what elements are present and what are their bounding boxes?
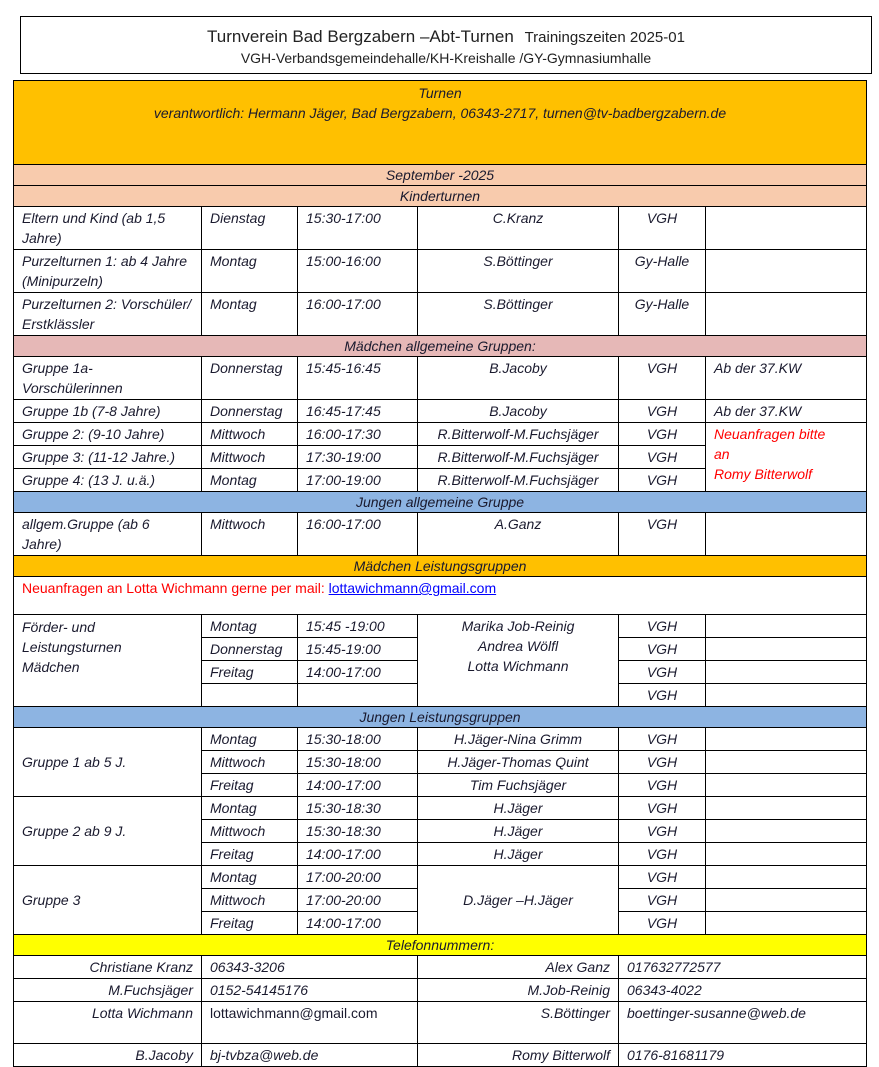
note-cell bbox=[706, 866, 867, 889]
hall-cell: VGH bbox=[619, 728, 706, 751]
maedchen-leistung-band: Mädchen Leistungsgruppen bbox=[14, 556, 867, 577]
inquiry-notice bbox=[14, 577, 867, 615]
time-cell: 17:00-19:00 bbox=[298, 469, 418, 492]
day-cell: Freitag bbox=[202, 912, 298, 935]
trainer-cell: A.Ganz bbox=[418, 513, 619, 556]
note-cell bbox=[706, 207, 867, 250]
group-cell: allgem.Gruppe (ab 6 Jahre) bbox=[14, 513, 202, 556]
table-row bbox=[14, 866, 867, 889]
hall-cell: VGH bbox=[619, 469, 706, 492]
inquiry-note-line: an bbox=[714, 446, 730, 462]
time-cell: 16:00-17:00 bbox=[298, 513, 418, 556]
note-cell bbox=[706, 889, 867, 912]
hall-cell: VGH bbox=[619, 423, 706, 446]
group-cell: Gruppe 3: (11-12 Jahre.) bbox=[14, 446, 202, 469]
maedchen-allgemein-band: Mädchen allgemeine Gruppen: bbox=[14, 336, 867, 357]
trainer-cell: C.Kranz bbox=[418, 207, 619, 250]
group-line: Mädchen bbox=[22, 659, 80, 675]
note-cell bbox=[706, 820, 867, 843]
group-cell: Gruppe 1b (7-8 Jahre) bbox=[14, 400, 202, 423]
document-title bbox=[21, 27, 871, 47]
trainer-cell: B.Jacoby bbox=[418, 357, 619, 400]
time-cell: 15:45-19:00 bbox=[298, 638, 418, 661]
schedule-subtitle: Trainingszeiten 2025-01 bbox=[524, 29, 685, 46]
hall-cell: VGH bbox=[619, 400, 706, 423]
time-cell: 14:00-17:00 bbox=[298, 774, 418, 797]
note-cell bbox=[706, 728, 867, 751]
table-row bbox=[14, 423, 867, 446]
day-cell: Mittwoch bbox=[202, 446, 298, 469]
hall-cell: VGH bbox=[619, 207, 706, 250]
hall-cell: VGH bbox=[619, 912, 706, 935]
table-row bbox=[14, 797, 867, 820]
group-cell: Gruppe 1a-Vorschülerinnen bbox=[14, 357, 202, 400]
contact-row bbox=[14, 956, 867, 979]
inquiry-note-line: Romy Bitterwolf bbox=[714, 466, 813, 482]
note-cell bbox=[706, 912, 867, 935]
hall-cell: VGH bbox=[619, 661, 706, 684]
note-cell bbox=[706, 250, 867, 293]
hall-cell: Gy-Halle bbox=[619, 250, 706, 293]
day-cell: Montag bbox=[202, 250, 298, 293]
note-cell: Ab der 37.KW bbox=[706, 357, 867, 400]
day-cell: Freitag bbox=[202, 774, 298, 797]
trainer-cell: B.Jacoby bbox=[418, 400, 619, 423]
contact-row bbox=[14, 979, 867, 1002]
trainer-cell: H.Jäger-Thomas Quint bbox=[418, 751, 619, 774]
hall-cell: VGH bbox=[619, 446, 706, 469]
contact-name: Alex Ganz bbox=[418, 956, 619, 979]
hall-cell: VGH bbox=[619, 684, 706, 707]
hall-cell: VGH bbox=[619, 820, 706, 843]
trainer-cell: D.Jäger –H.Jäger bbox=[418, 866, 619, 935]
time-cell: 15:00-16:00 bbox=[298, 250, 418, 293]
inquiry-note-line: Neuanfragen bitte bbox=[714, 426, 826, 442]
table-row bbox=[14, 513, 867, 556]
day-cell: Freitag bbox=[202, 843, 298, 866]
halls-legend: VGH-Verbandsgemeindehalle/KH-Kreishalle /GY-Gymnasiumhalle bbox=[240, 50, 652, 66]
day-cell: Freitag bbox=[202, 661, 298, 684]
trainer-cell: S.Böttinger bbox=[418, 293, 619, 336]
time-cell: 16:00-17:00 bbox=[298, 293, 418, 336]
note-cell bbox=[706, 684, 867, 707]
day-cell: Montag bbox=[202, 615, 298, 638]
hall-cell: VGH bbox=[619, 774, 706, 797]
table-row bbox=[14, 357, 867, 400]
group-line: Leistungsturnen bbox=[22, 639, 122, 655]
trainer-cell: R.Bitterwolf-M.Fuchsjäger bbox=[418, 469, 619, 492]
jungen-leistung-band: Jungen Leistungsgruppen bbox=[14, 707, 867, 728]
group-line: Förder- und bbox=[22, 619, 95, 635]
time-cell: 15:30-18:30 bbox=[298, 797, 418, 820]
kinderturnen-band: Kinderturnen bbox=[14, 186, 867, 207]
contact-name: M.Job-Reinig bbox=[418, 979, 619, 1002]
trainer-cell: H.Jäger bbox=[418, 820, 619, 843]
time-cell: 15:45-16:45 bbox=[298, 357, 418, 400]
day-cell: Donnerstag bbox=[202, 638, 298, 661]
table-row bbox=[14, 250, 867, 293]
trainer-cell: R.Bitterwolf-M.Fuchsjäger bbox=[418, 446, 619, 469]
day-cell: Montag bbox=[202, 293, 298, 336]
hall-cell: VGH bbox=[619, 866, 706, 889]
hall-cell: Gy-Halle bbox=[619, 293, 706, 336]
contact-name: M.Fuchsjäger bbox=[14, 979, 202, 1002]
note-cell bbox=[706, 661, 867, 684]
jungen-allgemein-band: Jungen allgemeine Gruppe bbox=[14, 492, 867, 513]
trainer-cell: H.Jäger bbox=[418, 843, 619, 866]
time-cell: 17:00-20:00 bbox=[298, 866, 418, 889]
contact-name: S.Böttinger bbox=[418, 1002, 619, 1044]
hall-cell: VGH bbox=[619, 889, 706, 912]
contact-value: 06343-3206 bbox=[202, 956, 418, 979]
time-cell: 16:45-17:45 bbox=[298, 400, 418, 423]
email-link[interactable]: lottawichmann@gmail.com bbox=[328, 580, 497, 596]
contact-email: boettinger-susanne@web.de bbox=[619, 1002, 867, 1044]
contact-name: Christiane Kranz bbox=[14, 956, 202, 979]
time-cell: 15:30-18:30 bbox=[298, 820, 418, 843]
contact-name: Romy Bitterwolf bbox=[418, 1044, 619, 1067]
document-title-box bbox=[20, 16, 872, 74]
hall-cell: VGH bbox=[619, 615, 706, 638]
hall-cell: VGH bbox=[619, 638, 706, 661]
day-cell: Montag bbox=[202, 797, 298, 820]
day-cell: Mittwoch bbox=[202, 889, 298, 912]
note-cell bbox=[706, 513, 867, 556]
info-header bbox=[14, 81, 867, 165]
inquiry-notice-text: Neuanfragen an Lotta Wichmann gerne per mail: bbox=[22, 580, 329, 596]
time-cell: 15:30-17:00 bbox=[298, 207, 418, 250]
note-cell: Ab der 37.KW bbox=[706, 400, 867, 423]
time-cell: 15:45 -19:00 bbox=[298, 615, 418, 638]
contact-value: 06343-4022 bbox=[619, 979, 867, 1002]
day-cell bbox=[202, 684, 298, 707]
table-row bbox=[14, 207, 867, 250]
hall-cell: VGH bbox=[619, 513, 706, 556]
contact-email: bj-tvbza@web.de bbox=[202, 1044, 418, 1067]
group-cell: Gruppe 2: (9-10 Jahre) bbox=[14, 423, 202, 446]
contact-name: Lotta Wichmann bbox=[14, 1002, 202, 1044]
note-cell bbox=[706, 751, 867, 774]
contact-row bbox=[14, 1044, 867, 1067]
trainer-cell: Tim Fuchsjäger bbox=[418, 774, 619, 797]
trainer-cell bbox=[418, 615, 619, 707]
day-cell: Mittwoch bbox=[202, 820, 298, 843]
day-cell: Donnerstag bbox=[202, 357, 298, 400]
group-cell: Gruppe 2 ab 9 J. bbox=[14, 797, 202, 866]
contact-value: 017632772577 bbox=[619, 956, 867, 979]
group-cell: Gruppe 3 bbox=[14, 866, 202, 935]
table-row bbox=[14, 615, 867, 638]
time-cell: 15:30-18:00 bbox=[298, 751, 418, 774]
table-row bbox=[14, 293, 867, 336]
day-cell: Dienstag bbox=[202, 207, 298, 250]
contact-email: lottawichmann@gmail.com bbox=[202, 1002, 418, 1044]
note-cell bbox=[706, 638, 867, 661]
trainer-line: Andrea Wölfl bbox=[477, 638, 559, 654]
group-cell: Purzelturnen 2: Vorschüler/ Erstklässler bbox=[14, 293, 202, 336]
table-row bbox=[14, 728, 867, 751]
note-cell bbox=[706, 293, 867, 336]
hall-cell: VGH bbox=[619, 357, 706, 400]
time-cell: 14:00-17:00 bbox=[298, 912, 418, 935]
table-row bbox=[14, 400, 867, 423]
contact-value: 0176-81681179 bbox=[619, 1044, 867, 1067]
note-cell bbox=[706, 615, 867, 638]
schedule-table bbox=[13, 80, 867, 1067]
note-cell bbox=[706, 797, 867, 820]
hall-cell: VGH bbox=[619, 797, 706, 820]
time-cell: 17:00-20:00 bbox=[298, 889, 418, 912]
hall-cell: VGH bbox=[619, 843, 706, 866]
trainer-cell: R.Bitterwolf-M.Fuchsjäger bbox=[418, 423, 619, 446]
time-cell: 14:00-17:00 bbox=[298, 661, 418, 684]
time-cell: 15:30-18:00 bbox=[298, 728, 418, 751]
section-title: Turnen bbox=[418, 85, 462, 101]
time-cell bbox=[298, 684, 418, 707]
group-cell bbox=[14, 615, 202, 707]
phones-band: Telefonnummern: bbox=[14, 935, 867, 956]
group-cell: Purzelturnen 1: ab 4 Jahre (Minipurzeln) bbox=[14, 250, 202, 293]
group-cell: Gruppe 1 ab 5 J. bbox=[14, 728, 202, 797]
day-cell: Montag bbox=[202, 728, 298, 751]
trainer-cell: S.Böttinger bbox=[418, 250, 619, 293]
day-cell: Donnerstag bbox=[202, 400, 298, 423]
contact-value: 0152-54145176 bbox=[202, 979, 418, 1002]
group-cell: Eltern und Kind (ab 1,5 Jahre) bbox=[14, 207, 202, 250]
month-band: September -2025 bbox=[14, 165, 867, 186]
trainer-cell: H.Jäger bbox=[418, 797, 619, 820]
responsible-contact: verantwortlich: Hermann Jäger, Bad Bergzabern, 06343-2717, turnen@tv-badbergzabern.de bbox=[153, 105, 727, 121]
time-cell: 17:30-19:00 bbox=[298, 446, 418, 469]
day-cell: Mittwoch bbox=[202, 751, 298, 774]
contact-name: B.Jacoby bbox=[14, 1044, 202, 1067]
day-cell: Montag bbox=[202, 469, 298, 492]
trainer-line: Marika Job-Reinig bbox=[461, 618, 575, 634]
trainer-line: Lotta Wichmann bbox=[467, 658, 569, 674]
day-cell: Montag bbox=[202, 866, 298, 889]
contact-row bbox=[14, 1002, 867, 1044]
day-cell: Mittwoch bbox=[202, 423, 298, 446]
club-title: Turnverein Bad Bergzabern –Abt-Turnen bbox=[207, 27, 514, 46]
group-cell: Gruppe 4: (13 J. u.ä.) bbox=[14, 469, 202, 492]
trainer-cell: H.Jäger-Nina Grimm bbox=[418, 728, 619, 751]
inquiry-note-cell bbox=[706, 423, 867, 492]
note-cell bbox=[706, 843, 867, 866]
hall-cell: VGH bbox=[619, 751, 706, 774]
time-cell: 14:00-17:00 bbox=[298, 843, 418, 866]
note-cell bbox=[706, 774, 867, 797]
day-cell: Mittwoch bbox=[202, 513, 298, 556]
time-cell: 16:00-17:30 bbox=[298, 423, 418, 446]
